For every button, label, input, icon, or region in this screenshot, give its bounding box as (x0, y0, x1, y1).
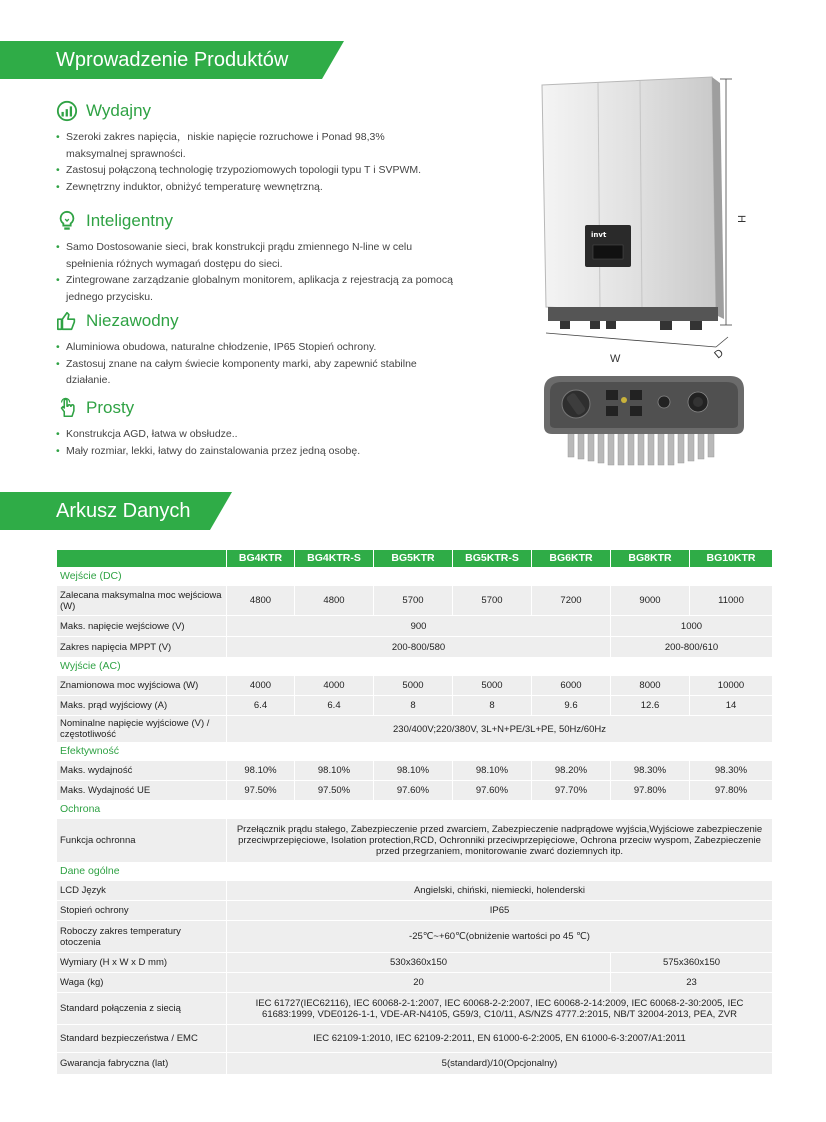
feature-reliable (56, 309, 436, 389)
table-cell: 200-800/610 (611, 637, 773, 658)
inverter-bottom-image (540, 370, 748, 490)
table-cell: 1000 (611, 616, 773, 637)
model-header: BG4KTR-S (295, 550, 374, 568)
feature-simple (56, 396, 476, 459)
table-row (57, 676, 773, 696)
intro-banner (0, 41, 322, 79)
table-cell: 14 (690, 696, 773, 716)
feature-title: Prosty (86, 398, 135, 417)
row-label: Wymiary (H x W x D mm) (57, 953, 227, 973)
feature-efficient (56, 99, 476, 195)
table-cell: 97.80% (690, 781, 773, 801)
table-cell: 200-800/580 (227, 637, 611, 658)
row-label: Maks. Wydajność UE (57, 781, 227, 801)
table-cell: 23 (611, 973, 773, 993)
datasheet-banner (0, 492, 210, 530)
table-cell: 97.60% (453, 781, 532, 801)
table-cell: 230/400V;220/380V, 3L+N+PE/3L+PE, 50Hz/60Hz (227, 716, 773, 743)
datasheet-title: Arkusz Danych (56, 499, 191, 522)
feature-bullet: • Samo Dostosowanie sieci, brak konstrukcji prądu zmiennego N-line w celu spełnienia różnych wymagań dostępu do sieci. (56, 239, 456, 272)
table-cell: IP65 (227, 901, 773, 921)
table-row (57, 1053, 773, 1075)
width-label: W (610, 353, 621, 365)
intro-title: Wprowadzenie Produktów (56, 48, 289, 71)
section-title: Ochrona (57, 801, 773, 819)
row-label: Zalecana maksymalna moc wejściowa (W) (57, 586, 227, 616)
section-row (57, 801, 773, 819)
table-cell: 98.30% (611, 761, 690, 781)
brand-logo: invt (591, 231, 607, 239)
table-row (57, 761, 773, 781)
feature-bullet: • Zewnętrzny induktor, obniżyć temperaturę wewnętrzną. (56, 179, 476, 196)
row-label: Znamionowa moc wyjściowa (W) (57, 676, 227, 696)
table-cell: 5(standard)/10(Opcjonalny) (227, 1053, 773, 1075)
datasheet-table (56, 549, 773, 1075)
section-row (57, 568, 773, 586)
row-label: Stopień ochrony (57, 901, 227, 921)
table-cell: 4800 (227, 586, 295, 616)
table-cell: 7200 (532, 586, 611, 616)
table-cell: 97.70% (532, 781, 611, 801)
row-label: LCD Język (57, 881, 227, 901)
feature-bullet: • Konstrukcja AGD, łatwa w obsłudze.. (56, 426, 476, 443)
feature-title: Niezawodny (86, 311, 179, 330)
table-cell: 98.10% (295, 761, 374, 781)
table-cell: 6000 (532, 676, 611, 696)
table-header-row (57, 550, 773, 568)
model-header: BG8KTR (611, 550, 690, 568)
table-row (57, 921, 773, 953)
table-cell: 4800 (295, 586, 374, 616)
row-label: Roboczy zakres temperatury otoczenia (57, 921, 227, 953)
table-cell: 98.10% (374, 761, 453, 781)
table-cell: 20 (227, 973, 611, 993)
table-cell: 97.50% (227, 781, 295, 801)
row-label: Nominalne napięcie wyjściowe (V) / częstotliwość (57, 716, 227, 743)
tap-hand-icon (56, 397, 78, 419)
height-label: H (735, 215, 747, 223)
table-row (57, 716, 773, 743)
table-cell: 97.50% (295, 781, 374, 801)
table-row (57, 1025, 773, 1053)
model-header: BG6KTR (532, 550, 611, 568)
section-title: Wejście (DC) (57, 568, 773, 586)
row-label: Zakres napięcia MPPT (V) (57, 637, 227, 658)
model-header: BG5KTR-S (453, 550, 532, 568)
table-cell: 6.4 (227, 696, 295, 716)
table-cell: 5700 (453, 586, 532, 616)
table-row (57, 781, 773, 801)
table-cell: 5000 (453, 676, 532, 696)
table-cell: 8000 (611, 676, 690, 696)
model-header: BG4KTR (227, 550, 295, 568)
feature-title: Wydajny (86, 101, 152, 120)
table-row (57, 819, 773, 863)
table-cell: -25℃~+60℃(obniżenie wartości po 45 ℃) (227, 921, 773, 953)
table-cell: 98.10% (453, 761, 532, 781)
table-row (57, 901, 773, 921)
table-cell: 97.60% (374, 781, 453, 801)
feature-bullet: • Szeroki zakres napięcia，niskie napięcie rozruchowe i Ponad 98,3% (56, 129, 476, 146)
depth-label: D (712, 346, 727, 362)
feature-bullet: • Zastosuj znane na całym świecie komponenty marki, aby zapewnić stabilne działanie. (56, 356, 436, 389)
feature-bullet: • Zintegrowane zarządzanie globalnym monitorem, aplikacja z rejestracją za pomocą jednego przycisku. (56, 272, 456, 305)
row-label: Standard połączenia z siecią (57, 993, 227, 1025)
row-label: Funkcja ochronna (57, 819, 227, 863)
feature-bullet: • Zastosuj połączoną technologię trzypoziomowych topologii typu T i SVPWM. (56, 162, 476, 179)
table-cell: 8 (453, 696, 532, 716)
thumbs-up-icon (56, 310, 78, 332)
table-cell: 6.4 (295, 696, 374, 716)
row-label: Gwarancja fabryczna (lat) (57, 1053, 227, 1075)
section-title: Dane ogólne (57, 863, 773, 881)
table-cell: 98.10% (227, 761, 295, 781)
table-cell: 9000 (611, 586, 690, 616)
table-cell: 10000 (690, 676, 773, 696)
section-title: Efektywność (57, 743, 773, 761)
table-row (57, 953, 773, 973)
row-label: Maks. napięcie wejściowe (V) (57, 616, 227, 637)
table-cell: 98.30% (690, 761, 773, 781)
section-row (57, 863, 773, 881)
row-label: Maks. wydajność (57, 761, 227, 781)
table-cell: 530x360x150 (227, 953, 611, 973)
feature-bullet-continued: maksymalnej sprawności. (66, 147, 186, 160)
table-cell: 9.6 (532, 696, 611, 716)
table-row (57, 993, 773, 1025)
section-row (57, 658, 773, 676)
table-row (57, 696, 773, 716)
model-header: BG5KTR (374, 550, 453, 568)
table-cell: 4000 (227, 676, 295, 696)
table-cell: 5700 (374, 586, 453, 616)
feature-bullet: • Mały rozmiar, lekki, łatwy do zainstalowania przez jedną osobę. (56, 443, 476, 460)
section-row (57, 743, 773, 761)
row-label: Standard bezpieczeństwa / EMC (57, 1025, 227, 1053)
table-cell: 4000 (295, 676, 374, 696)
table-row (57, 637, 773, 658)
table-cell: 575x360x150 (611, 953, 773, 973)
row-label: Waga (kg) (57, 973, 227, 993)
feature-intelligent (56, 209, 456, 305)
feature-bullet: • Aluminiowa obudowa, naturalne chłodzenie, IP65 Stopień ochrony. (56, 339, 436, 356)
table-row (57, 586, 773, 616)
row-label: Maks. prąd wyjściowy (A) (57, 696, 227, 716)
feature-title: Inteligentny (86, 211, 173, 230)
table-row (57, 881, 773, 901)
section-title: Wyjście (AC) (57, 658, 773, 676)
table-cell: 5000 (374, 676, 453, 696)
table-cell: 8 (374, 696, 453, 716)
table-cell: 12.6 (611, 696, 690, 716)
table-row (57, 973, 773, 993)
table-cell: 11000 (690, 586, 773, 616)
table-cell: Angielski, chiński, niemiecki, holenderski (227, 881, 773, 901)
table-row (57, 616, 773, 637)
table-cell: 97.80% (611, 781, 690, 801)
lightbulb-icon (56, 210, 78, 232)
header-blank (57, 550, 227, 568)
table-cell: Przełącznik prądu stałego, Zabezpieczenie przed zwarciem, Zabezpieczenie nadprądowe wyjścia,Wyjściowe zabezpieczenie przeciwprzepięciowe, Isolation protection,RCD, Ochronniki przeciwprzepięciowe, Ochrona przeciw wyspom, Zabezpieczenie przed przegrzaniem, monitorowanie zwarć doziemnych itp. (227, 819, 773, 863)
table-cell: 900 (227, 616, 611, 637)
model-header: BG10KTR (690, 550, 773, 568)
chart-gauge-icon (56, 100, 78, 122)
table-cell: IEC 62109-1:2010, IEC 62109-2:2011, EN 61000-6-2:2005, EN 61000-6-3:2007/A1:2011 (227, 1025, 773, 1053)
inverter-front-image (530, 75, 760, 370)
table-cell: IEC 61727(IEC62116), IEC 60068-2-1:2007, IEC 60068-2-2:2007, IEC 60068-2-14:2009, IEC 60068-2-30:2005, IEC 61683:1999, VDE0126-1-1, VDE-AR-N4105, G59/3, C10/11, AS/NZS 4777.2:2015, NB/T 32004-2013, PEA, ZVR (227, 993, 773, 1025)
table-cell: 98.20% (532, 761, 611, 781)
